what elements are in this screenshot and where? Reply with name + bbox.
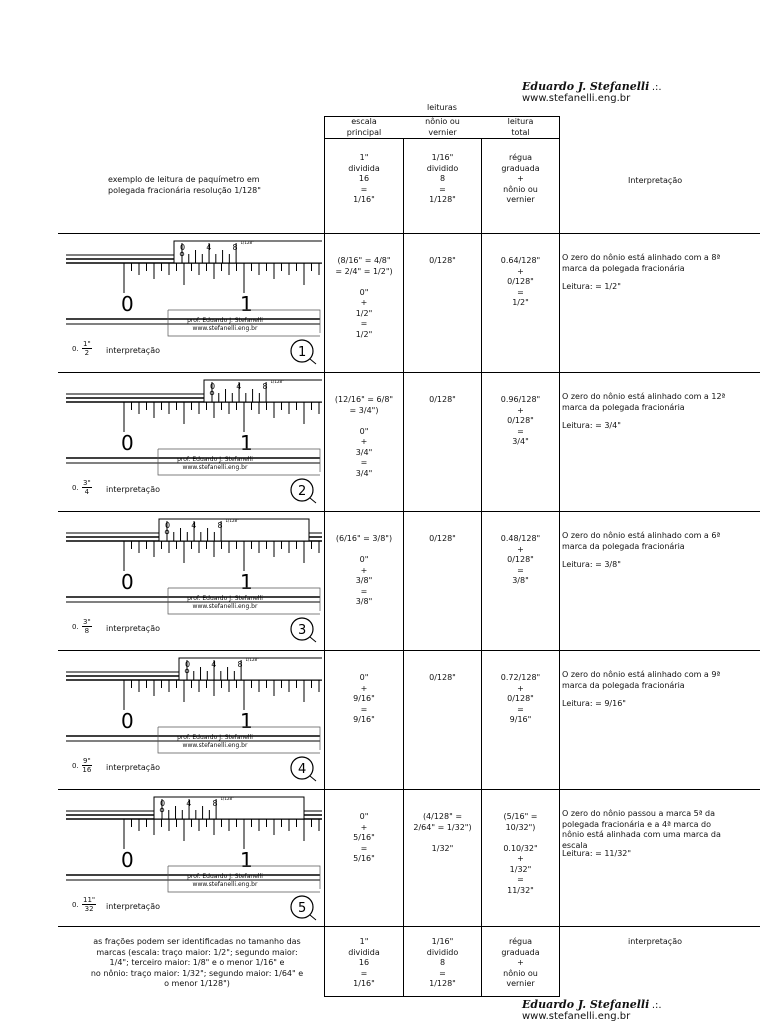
footer-signature-block — [522, 998, 768, 1022]
row-nonio: (4/128" = 2/64" = 1/32") 1/32" — [413, 812, 472, 853]
vernier-unit-label: 1/128" — [245, 657, 259, 662]
credit-panel-outline — [158, 727, 320, 753]
footer-separator: .:. — [651, 1000, 662, 1011]
interp-header: Interpretação — [628, 176, 683, 185]
fraction-denominator: 16 — [82, 766, 92, 774]
vernier-caliper-drawing — [62, 372, 322, 504]
scale-digit-one: 1 — [240, 292, 253, 316]
fraction-denominator: 4 — [84, 488, 90, 496]
vernier-unit-label: 1/128" — [240, 240, 254, 245]
credit-site: www.stefanelli.eng.br — [192, 881, 258, 888]
row-interpretation: O zero do nônio passou a marca 5ª da polegada fracionária e a 4ª marca do nônio está alinhada com uma marca da escala — [562, 809, 721, 850]
vernier-label: 4 — [186, 799, 192, 808]
vernier-label: 8 — [212, 799, 218, 808]
interp-label: interpretação — [106, 485, 160, 494]
vernier-label: 8 — [232, 243, 238, 252]
row-nonio: 0/128" — [429, 673, 456, 682]
row-total: 0.64/128" + 0/128" = 1/2" — [500, 256, 541, 307]
scale-digit-zero: 0 — [121, 570, 134, 594]
vernier-label: 8 — [217, 521, 223, 530]
row-total: 0.48/128" + 0/128" = 3/8" — [500, 534, 541, 585]
magnifier-handle — [310, 359, 316, 364]
interp-label: interpretação — [106, 624, 160, 633]
interp-label: interpretação — [106, 902, 160, 911]
scale-digit-one: 1 — [240, 431, 253, 455]
credit-site: www.stefanelli.eng.br — [182, 464, 248, 471]
row-reading: Leitura: = 3/4" — [562, 421, 621, 430]
escala-header: escala principal — [346, 117, 382, 137]
row-interpretation: O zero do nônio está alinhado com a 9ª marca da polegada fracionária — [562, 670, 721, 690]
nonio-header: nônio ou vernier — [425, 117, 460, 137]
row-escala: (12/16" = 6/8" = 3/4") 0" + 3/4" = 3/4" — [334, 395, 394, 478]
magnifier-handle — [310, 915, 316, 920]
footer-total: régua graduada + nônio ou vernier — [501, 937, 540, 988]
vernier-label: 8 — [237, 660, 243, 669]
vernier-unit-label: 1/128" — [220, 796, 234, 801]
header-signature-block — [522, 80, 768, 104]
credit-panel-outline — [158, 449, 320, 475]
credit-name: prof. Eduardo J. Stefanelli — [177, 734, 253, 741]
scale-digit-zero: 0 — [121, 292, 134, 316]
fraction-denominator: 32 — [84, 905, 94, 913]
vernier-label: 0 — [165, 521, 171, 530]
footer-site: www.stefanelli.eng.br — [522, 1011, 631, 1022]
fraction-denominator: 8 — [84, 627, 90, 635]
zero-dot-label: 0. — [72, 901, 79, 909]
vernier-label: 0 — [180, 243, 186, 252]
footer-escala: 1" dividida 16 = 1/16" — [348, 937, 380, 988]
credit-name: prof. Eduardo J. Stefanelli — [177, 456, 253, 463]
row-reading: Leitura: = 1/2" — [562, 282, 621, 291]
magnifier-handle — [310, 776, 316, 781]
footer-nonio: 1/16" dividido 8 = 1/128" — [426, 937, 459, 988]
header-signature: Eduardo J. Stefanelli — [522, 80, 650, 93]
header-site: www.stefanelli.eng.br — [522, 93, 631, 104]
example-number: 1 — [298, 345, 307, 360]
fraction-numerator: 9" — [83, 757, 91, 765]
zero-dot-label: 0. — [72, 484, 79, 492]
scale-digit-one: 1 — [240, 709, 253, 733]
header-separator: .:. — [651, 82, 662, 93]
def-escala: 1" dividida 16 = 1/16" — [348, 153, 380, 204]
row-reading: Leitura: = 9/16" — [562, 699, 626, 708]
fraction-numerator: 11" — [83, 896, 96, 904]
row-reading: Leitura: = 11/32" — [562, 849, 632, 858]
footer-note: as frações podem ser identificadas no tamanho das marcas (escala: traço maior: 1/2"; segundo maior: 1/4"; terceiro maior: 1/8" e o menor 1/16" e no nônio: traço maior: 1/32"; segundo maior: 1/64" e o menor 1/128") — [90, 937, 304, 988]
vernier-label: 4 — [206, 243, 212, 252]
row-reading: Leitura: = 3/8" — [562, 560, 621, 569]
fraction-denominator: 2 — [84, 349, 90, 357]
row-interpretation: O zero do nônio está alinhado com a 12ª marca da polegada fracionária — [562, 392, 726, 412]
row-nonio: 0/128" — [429, 256, 456, 265]
row-nonio: 0/128" — [429, 395, 456, 404]
scale-digit-one: 1 — [240, 848, 253, 872]
vernier-unit-label: 1/128" — [225, 518, 239, 523]
zero-dot-label: 0. — [72, 345, 79, 353]
row-nonio: 0/128" — [429, 534, 456, 543]
row-escala: (8/16" = 4/8" = 2/4" = 1/2") 0" + 1/2" = 1/2" — [335, 256, 393, 339]
total-header: leitura total — [507, 117, 534, 137]
row-interpretation: O zero do nônio está alinhado com a 6ª marca da polegada fracionária — [562, 531, 721, 551]
footer-signature: Eduardo J. Stefanelli — [522, 998, 650, 1011]
example-number: 5 — [298, 901, 307, 916]
credit-name: prof. Eduardo J. Stefanelli — [187, 317, 263, 324]
def-nonio: 1/16" dividido 8 = 1/128" — [426, 153, 459, 204]
example-number: 4 — [298, 762, 307, 777]
scale-digit-zero: 0 — [121, 848, 134, 872]
scale-digit-zero: 0 — [121, 431, 134, 455]
row-escala: 0" + 5/16" = 5/16" — [353, 812, 375, 863]
vernier-label: 4 — [211, 660, 217, 669]
vernier-caliper-drawing — [62, 650, 322, 782]
interp-label: interpretação — [106, 763, 160, 772]
intro-text: exemplo de leitura de paquímetro em polegada fracionária resolução 1/128" — [108, 175, 261, 195]
vernier-caliper-drawing — [62, 511, 322, 643]
example-number: 3 — [298, 623, 307, 638]
row-escala: (6/16" = 3/8") 0" + 3/8" = 3/8" — [335, 534, 393, 606]
row-total: 0.72/128" + 0/128" = 9/16" — [500, 673, 541, 724]
zero-dot-label: 0. — [72, 762, 79, 770]
vernier-label: 0 — [210, 382, 216, 391]
fraction-numerator: 3" — [83, 479, 91, 487]
fraction-numerator: 1" — [83, 340, 91, 348]
fraction-numerator: 3" — [83, 618, 91, 626]
credit-name: prof. Eduardo J. Stefanelli — [187, 873, 263, 880]
vernier-caliper-drawing — [62, 233, 322, 365]
vernier-label: 0 — [185, 660, 191, 669]
credit-site: www.stefanelli.eng.br — [192, 325, 258, 332]
scale-digit-zero: 0 — [121, 709, 134, 733]
magnifier-handle — [310, 498, 316, 503]
row-interpretation: O zero do nônio está alinhado com a 8ª marca da polegada fracionária — [562, 253, 721, 273]
vernier-label: 8 — [262, 382, 268, 391]
credit-site: www.stefanelli.eng.br — [182, 742, 248, 749]
row-escala: 0" + 9/16" = 9/16" — [353, 673, 375, 724]
zero-dot-label: 0. — [72, 623, 79, 631]
leituras-header: leituras — [427, 103, 457, 112]
vernier-caliper-drawing — [62, 789, 322, 921]
row-total: 0.96/128" + 0/128" = 3/4" — [500, 395, 541, 446]
vernier-label: 4 — [191, 521, 197, 530]
interp-label: interpretação — [106, 346, 160, 355]
def-total: régua graduada + nônio ou vernier — [501, 153, 540, 204]
row-total: (5/16" = 10/32") 0.10/32" + 1/32" = 11/32" — [503, 812, 538, 895]
vernier-unit-label: 1/128" — [270, 379, 284, 384]
footer-interp: interpretação — [628, 937, 682, 946]
magnifier-handle — [310, 637, 316, 642]
credit-site: www.stefanelli.eng.br — [192, 603, 258, 610]
scale-digit-one: 1 — [240, 570, 253, 594]
credit-name: prof. Eduardo J. Stefanelli — [187, 595, 263, 602]
vernier-label: 4 — [236, 382, 242, 391]
example-number: 2 — [298, 484, 307, 499]
vernier-label: 0 — [160, 799, 166, 808]
